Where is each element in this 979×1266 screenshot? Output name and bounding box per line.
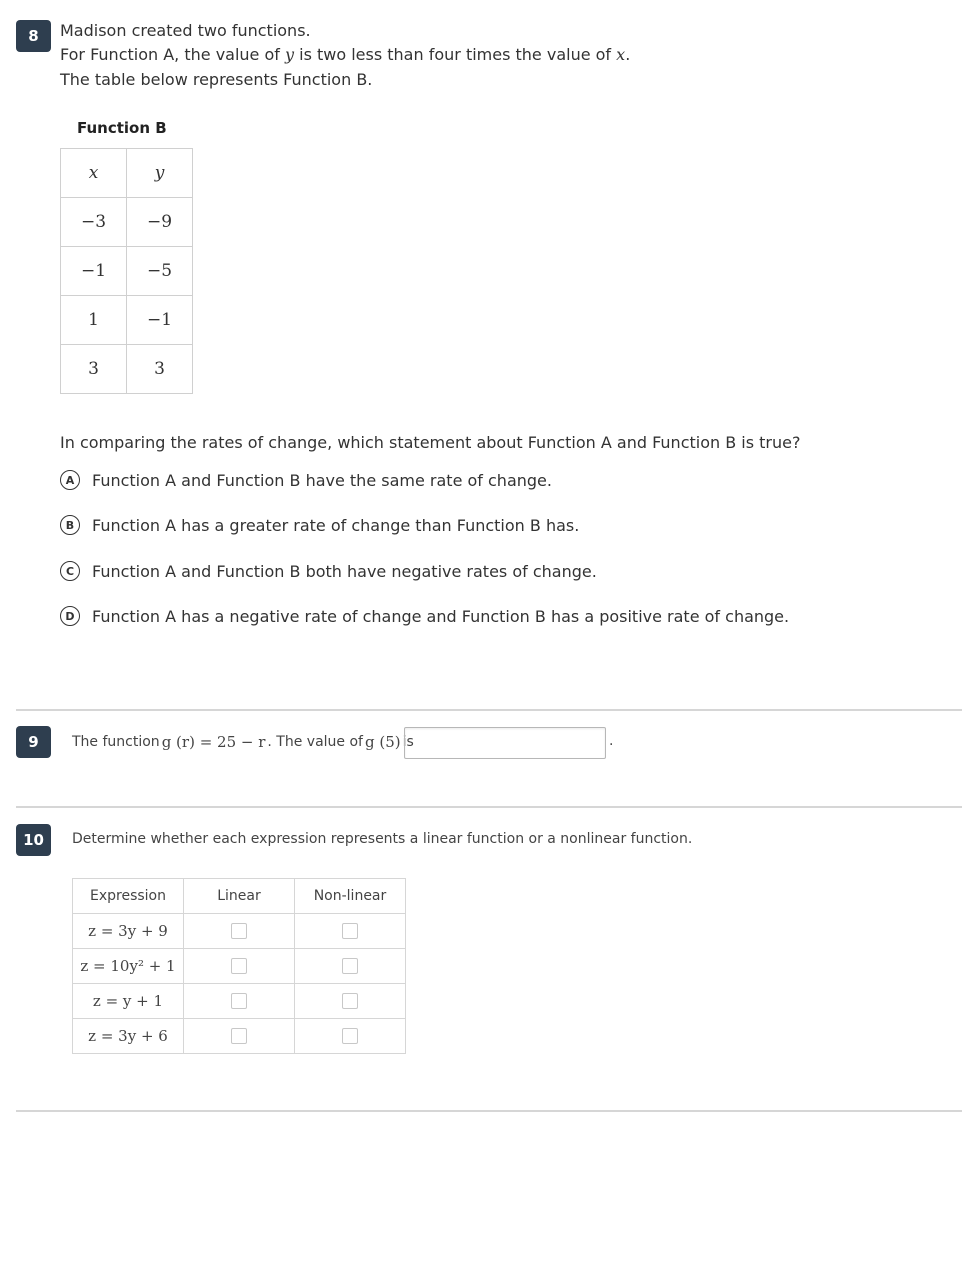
q8-line3: The table below represents Function B. xyxy=(60,70,373,89)
table-row xyxy=(61,296,193,345)
choice-letter-d: D xyxy=(60,606,80,626)
nonlinear-cell xyxy=(295,949,406,984)
nonlinear-checkbox[interactable] xyxy=(342,993,358,1009)
q8-line2-text: . xyxy=(625,45,631,64)
question-divider xyxy=(16,709,962,711)
table-cell: −3 xyxy=(61,198,127,247)
var-y: y xyxy=(284,45,295,64)
table-header-cell: y xyxy=(127,149,193,198)
table-row xyxy=(73,914,406,949)
q9-text-part: is xyxy=(402,734,414,750)
question-divider xyxy=(16,806,962,808)
q8-line2-text: is two less than four times the value of xyxy=(294,45,617,64)
q8-prompt: In comparing the rates of change, which statement about Function A and Function B is true? xyxy=(60,433,801,452)
choice-a[interactable] xyxy=(60,470,552,490)
choice-text: Function A has a greater rate of change than Function B has. xyxy=(92,515,580,535)
question-divider xyxy=(16,1110,962,1112)
table-cell: 1 xyxy=(61,296,127,345)
nonlinear-cell xyxy=(295,984,406,1019)
var-x: x xyxy=(616,45,626,64)
choice-b[interactable] xyxy=(60,515,579,535)
function-b-table xyxy=(60,148,193,394)
function-b-title: Function B xyxy=(77,119,167,137)
expression-cell: z = 3y + 6 xyxy=(73,1019,184,1054)
linear-nonlinear-table xyxy=(72,878,406,1054)
question-number-badge: 10 xyxy=(16,824,51,856)
header-expression: Expression xyxy=(73,879,184,914)
table-row xyxy=(73,949,406,984)
q8-line2-text: For Function A, the value of xyxy=(60,45,285,64)
table-cell: −9 xyxy=(127,198,193,247)
table-row xyxy=(61,345,193,394)
table-row xyxy=(61,198,193,247)
nonlinear-cell xyxy=(295,914,406,949)
table-row xyxy=(73,984,406,1019)
table-cell: 3 xyxy=(61,345,127,394)
header-nonlinear: Non-linear xyxy=(295,879,406,914)
question-number-badge: 8 xyxy=(16,20,51,52)
q10-prompt: Determine whether each expression represents a linear function or a nonlinear function. xyxy=(72,831,693,847)
question-number-badge: 9 xyxy=(16,726,51,758)
linear-checkbox[interactable] xyxy=(231,923,247,939)
nonlinear-checkbox[interactable] xyxy=(342,923,358,939)
table-header-row xyxy=(73,879,406,914)
table-row xyxy=(73,1019,406,1054)
choice-d[interactable] xyxy=(60,606,789,626)
table-cell: 3 xyxy=(127,345,193,394)
table-row xyxy=(61,247,193,296)
table-cell: −5 xyxy=(127,247,193,296)
nonlinear-checkbox[interactable] xyxy=(342,1028,358,1044)
expression-cell: z = 10y² + 1 xyxy=(73,949,184,984)
linear-cell xyxy=(184,914,295,949)
choice-text: Function A and Function B have the same rate of change. xyxy=(92,470,552,490)
expression-cell: z = 3y + 9 xyxy=(73,914,184,949)
linear-checkbox[interactable] xyxy=(231,958,247,974)
q9-text-part: . The value of xyxy=(267,734,363,750)
choice-letter-a: A xyxy=(60,470,80,490)
q9-text xyxy=(72,733,414,751)
nonlinear-cell xyxy=(295,1019,406,1054)
choice-letter-c: C xyxy=(60,561,80,581)
answer-input[interactable] xyxy=(404,727,606,759)
expression-cell: z = y + 1 xyxy=(73,984,184,1019)
function-definition: g (r) = 25 − r xyxy=(161,733,266,751)
linear-cell xyxy=(184,984,295,1019)
linear-checkbox[interactable] xyxy=(231,993,247,1009)
q9-period: . xyxy=(609,733,614,749)
q9-text-part: The function xyxy=(72,734,160,750)
q8-line1: Madison created two functions. xyxy=(60,21,311,40)
choice-letter-b: B xyxy=(60,515,80,535)
choice-text: Function A has a negative rate of change and Function B has a positive rate of change. xyxy=(92,606,790,626)
linear-checkbox[interactable] xyxy=(231,1028,247,1044)
linear-cell xyxy=(184,1019,295,1054)
nonlinear-checkbox[interactable] xyxy=(342,958,358,974)
header-linear: Linear xyxy=(184,879,295,914)
table-header-row xyxy=(61,149,193,198)
table-header-cell: x xyxy=(61,149,127,198)
choice-c[interactable] xyxy=(60,561,597,581)
function-evaluation: g (5) xyxy=(364,733,401,751)
linear-cell xyxy=(184,949,295,984)
q8-line2 xyxy=(60,45,630,64)
table-cell: −1 xyxy=(127,296,193,345)
choice-text: Function A and Function B both have negative rates of change. xyxy=(92,561,597,581)
table-cell: −1 xyxy=(61,247,127,296)
